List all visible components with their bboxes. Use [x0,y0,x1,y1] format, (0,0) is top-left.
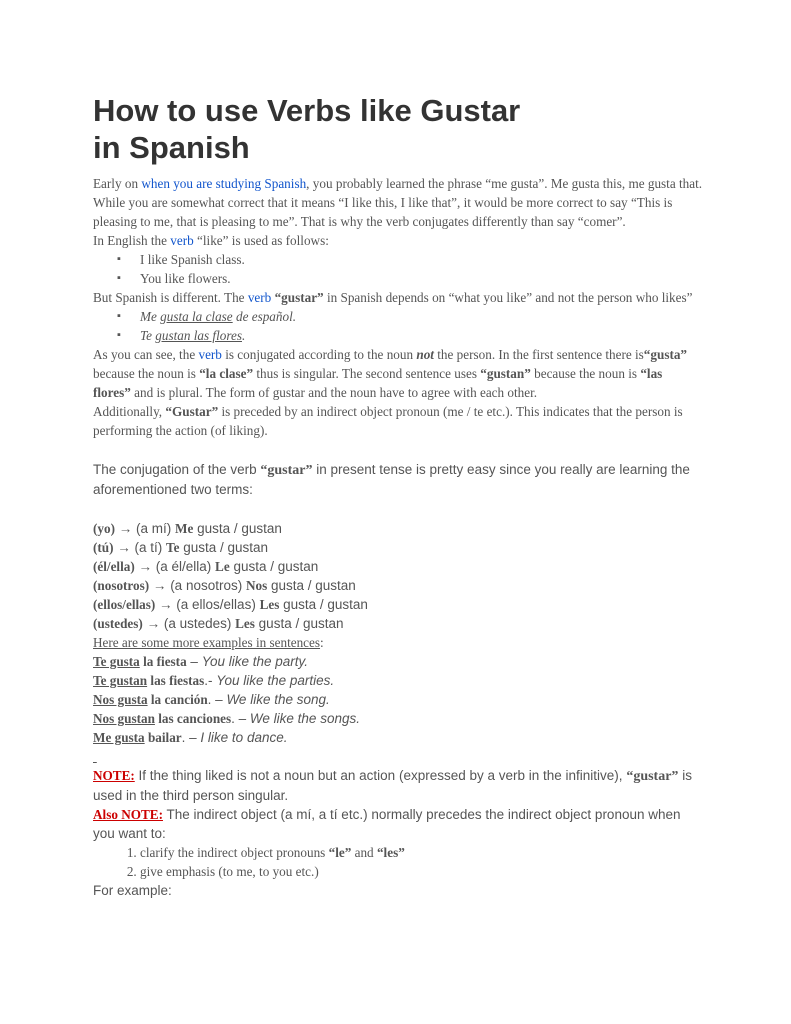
list-item: ▪ Te gustan las flores. [117,326,703,345]
title-line-2: in Spanish [93,130,250,165]
conjugation-row: (nosotros) → (a nosotros) Nos gusta / gustan [93,578,356,593]
conjugation-intro: The conjugation of the verb “gustar” in present tense is pretty easy since you really are learning the aforementioned two terms: [93,462,690,497]
example-row: Nos gustan las canciones. – We like the songs. [93,711,360,726]
studying-spanish-link[interactable]: when you are studying Spanish [141,176,307,191]
list-item: ▪ You like flowers. [117,269,703,288]
examples-list [93,652,703,747]
verb-link-2[interactable]: verb [247,290,272,305]
list-item: ▪ I like Spanish class. [117,250,703,269]
conjugation-row: (ellos/ellas) → (a ellos/ellas) Les gusta / gustan [93,597,368,612]
note-paragraph: NOTE: If the thing liked is not a noun but an action (expressed by a verb in the infinitive), “gustar” is used in the third person singular. [93,768,692,803]
conjugation-row: (tú) → (a tí) Te gusta / gustan [93,540,269,555]
conjugation-row: (ustedes) → (a ustedes) Les gusta / gustan [93,616,344,631]
conjugation-row: (él/ella) → (a él/ella) Le gusta / gustan [93,559,319,574]
verb-link-1[interactable]: verb [170,233,194,248]
example-row: Me gusta bailar. – I like to dance. [93,730,288,745]
list-item: 2. give emphasis (to me, to you etc.) [140,862,703,881]
conjugation-row: (yo) → (a mí) Me gusta / gustan [93,521,282,536]
spanish-paragraph: But Spanish is different. The verb “gustar” in Spanish depends on “what you like” and not the person who likes” [93,290,693,305]
for-example-text: For example: [93,883,172,898]
list-item: 1. clarify the indirect object pronouns “le” and “les” [140,843,703,862]
page-title [93,92,703,166]
title-line-1: How to use Verbs like Gustar [93,93,521,128]
english-paragraph: In English the verb “like” is used as follows: [93,233,329,248]
explanation-paragraph: As you can see, the verb is conjugated according to the noun not the person. In the first sentence there is“gusta” because the noun is “la clase” thus is singular. The second sentence uses “gustan” because the noun is “las flores” and is plural. The form of gustar and the noun have to agree with each other. [93,347,688,400]
additionally-paragraph: Additionally, “Gustar” is preceded by an indirect object pronoun (me / te etc.). This indicates that the person is performing the action (of liking). [93,404,683,438]
also-note-list [93,843,703,881]
english-examples-list [93,250,703,288]
example-row: Te gusta la fiesta – You like the party. [93,654,308,669]
example-row: Te gustan las fiestas.- You like the parties. [93,673,335,688]
conjugation-list [93,519,703,633]
also-note-paragraph: Also NOTE: The indirect object (a mí, a tí etc.) normally precedes the indirect object pronoun when you want to: [93,807,681,841]
list-item: ▪ Me gusta la clase de español. [117,307,703,326]
intro-paragraph: Early on when you are studying Spanish, you probably learned the phrase “me gusta”. Me gusta this, me gusta that. While you are somewhat correct that it means “I like this, I like that”, it would be more correct to say “This is pleasing to me, that is pleasing to me”. That is why the verb conjugates differently than say “comer”. [93,176,703,229]
spanish-examples-list [93,307,703,345]
examples-heading: Here are some more examples in sentences: [93,635,324,650]
verb-link-3[interactable]: verb [198,347,222,362]
blank-line [93,747,703,766]
document-page [93,0,703,900]
example-row: Nos gusta la canción. – We like the song. [93,692,330,707]
